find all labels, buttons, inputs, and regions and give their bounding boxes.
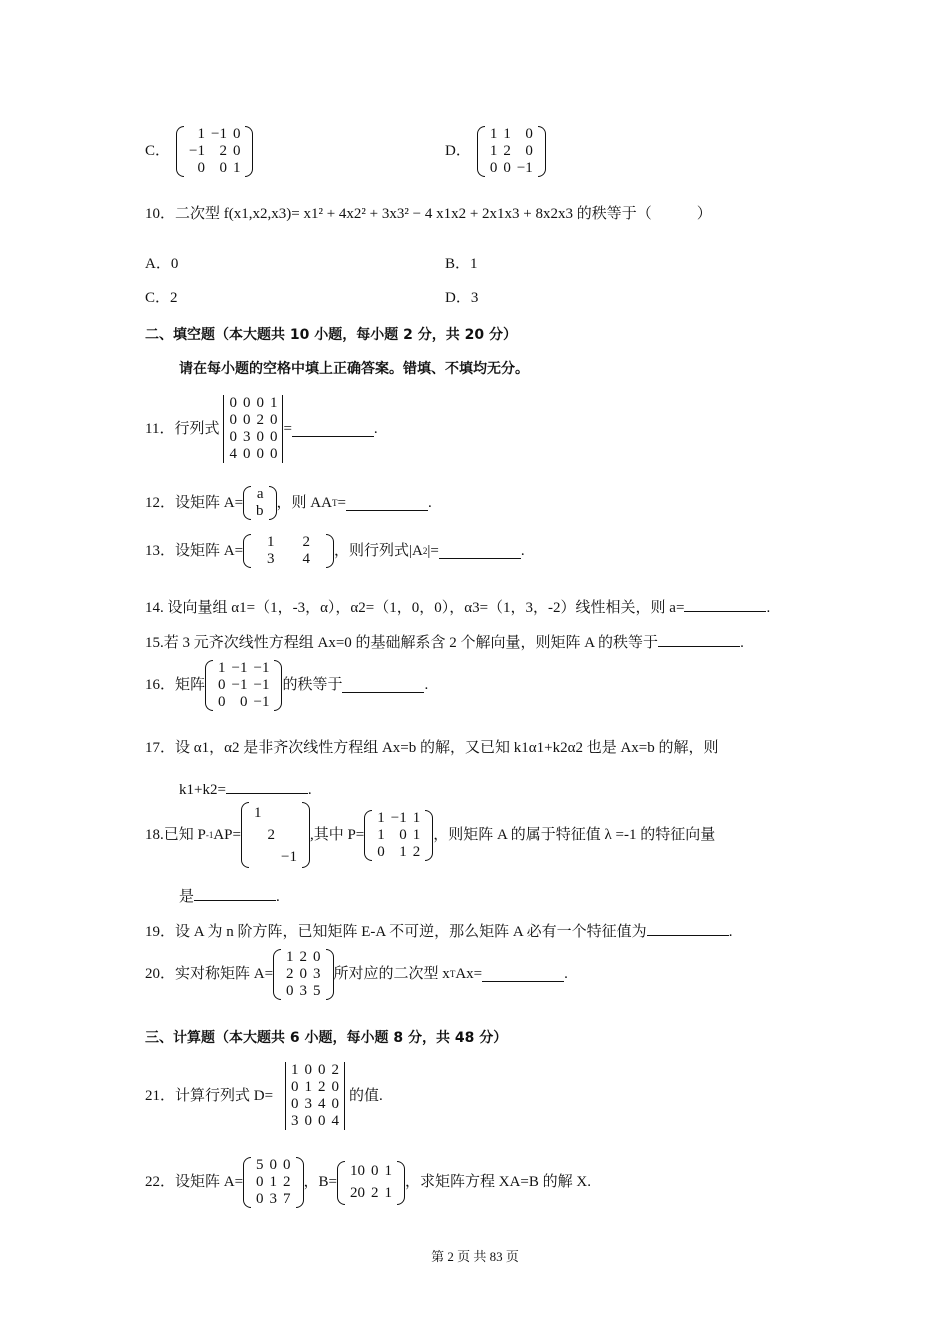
q20-end: . (564, 966, 568, 982)
matrix-cell: 0 (291, 1079, 299, 1095)
q12-middle: ，则 AA (276, 494, 332, 511)
matrix-cell (251, 846, 265, 868)
matrix-cell: 0 (371, 1163, 379, 1179)
matrix-cell: 2 (267, 826, 275, 843)
matrix-row (253, 503, 267, 520)
matrix-cell: 0 (283, 1157, 291, 1173)
matrix-cell: 0 (291, 1096, 299, 1112)
matrix-cell: 0 (299, 966, 308, 982)
matrix-row (374, 810, 423, 827)
q16-answer-blank[interactable] (342, 678, 424, 693)
section2-title: 二、填空题（本大题共 10 小题，每小题 2 分，共 20 分） (145, 327, 517, 343)
matrix-cell: 2 (299, 949, 308, 965)
matrix-cell: 1 (253, 804, 262, 821)
matrix-cell: 2 (256, 412, 264, 428)
matrix-cell: 1 (197, 126, 205, 142)
q9-option-c-matrix (176, 126, 253, 177)
q9-option-d-matrix (477, 126, 546, 177)
matrix-row (251, 846, 300, 868)
q17-answer-blank[interactable] (226, 779, 308, 794)
q13-end: . (520, 542, 525, 559)
q10-suffix: 的秩等于（ ） (576, 206, 712, 222)
matrix-cell: 0 (313, 949, 321, 965)
matrix-cell: 0 (331, 1096, 340, 1112)
matrix-row (374, 827, 423, 844)
q21-determinant (285, 1062, 345, 1130)
matrix-cell: −1 (280, 848, 297, 865)
q22-prefix: 22．设矩阵 A= (145, 1174, 244, 1190)
matrix-cell: 0 (242, 446, 251, 462)
matrix-row (288, 1113, 342, 1130)
q13-prefix: 13．设矩阵 A= (145, 542, 244, 559)
matrix-right-bracket (274, 660, 282, 711)
q14-end: . (766, 600, 771, 616)
matrix-cell: 5 (256, 1157, 264, 1173)
matrix-right-bracket (269, 486, 277, 520)
matrix-cell: 20 (350, 1185, 366, 1201)
matrix-cell: 0 (318, 1113, 326, 1129)
q16-matrix (205, 660, 282, 711)
matrix-row (283, 983, 324, 1000)
q9-option-d (445, 126, 546, 177)
matrix-cell: 0 (318, 1062, 326, 1078)
matrix-cell: 0 (229, 412, 237, 428)
q20-matrix (273, 949, 334, 1000)
matrix-cell: 3 (269, 1191, 278, 1207)
q18-diagonal-matrix (241, 802, 310, 868)
q10-option-b: B．1 (445, 256, 478, 272)
matrix-cell: 0 (197, 160, 205, 176)
matrix-cell: 4 (318, 1096, 326, 1112)
matrix-cell: 1 (304, 1079, 313, 1095)
q18-question (145, 802, 715, 868)
matrix-row (374, 844, 423, 861)
matrix-cell: 3 (304, 1096, 313, 1112)
matrix-cell: 10 (350, 1163, 366, 1179)
matrix-cell: 0 (218, 677, 226, 693)
matrix-row (186, 126, 243, 143)
q18-inverse: -1 (205, 829, 214, 840)
matrix-row (215, 694, 272, 711)
matrix-grid (253, 534, 324, 568)
matrix-row (251, 802, 300, 824)
matrix-cell: 0 (377, 843, 385, 860)
matrix-row (283, 966, 324, 983)
matrix-cell: 5 (313, 983, 321, 999)
matrix-cell: 3 (242, 429, 251, 445)
q10-question (145, 207, 712, 222)
q15-question (145, 632, 744, 651)
matrix-left-bracket (243, 486, 251, 520)
matrix-row (487, 143, 536, 160)
q11-prefix: 11．行列式 (145, 420, 220, 437)
q10-formula: f(x1,x2,x3)= x1² + 4x2² + 3x3² − 4 x1x2 + 2x1x3 + 8x2x3 (223, 206, 573, 222)
matrix-grid (253, 486, 267, 520)
matrix-row (487, 126, 536, 143)
q10-option-d: D．3 (445, 290, 479, 306)
matrix-cell: 0 (256, 1174, 264, 1190)
matrix-left-bracket (273, 949, 281, 1000)
matrix-cell (251, 824, 265, 846)
matrix-cell (264, 846, 278, 868)
q22-suffix: ，求矩阵方程 XA=B 的解 X. (405, 1174, 591, 1190)
matrix-left-bracket (337, 1161, 345, 1205)
matrix-cell: 0 (269, 446, 278, 462)
matrix-cell: 2 (283, 1174, 291, 1190)
matrix-grid (374, 810, 423, 861)
q13-matrix (243, 534, 334, 568)
matrix-row (215, 677, 272, 694)
q14-question (145, 597, 770, 616)
matrix-cell: 3 (291, 1113, 299, 1129)
matrix-cell: 2 (302, 534, 311, 550)
q18-answer-blank[interactable] (194, 886, 276, 901)
matrix-cell: 1 (489, 126, 498, 142)
matrix-row (253, 1157, 294, 1174)
page-number-footer: 第 2 页 共 83 页 (431, 1249, 519, 1264)
matrix-grid (253, 1157, 294, 1208)
q18-ap: AP= (213, 826, 241, 843)
matrix-cell: 4 (331, 1113, 340, 1129)
q12-question (145, 486, 432, 520)
q16-question (145, 660, 428, 711)
matrix-cell: 0 (242, 412, 251, 428)
matrix-cell: 0 (229, 429, 237, 445)
matrix-cell: 1 (218, 660, 226, 676)
matrix-cell: 4 (302, 551, 311, 567)
matrix-row (347, 1161, 395, 1183)
matrix-cell: −1 (231, 677, 248, 693)
q22-question (145, 1157, 591, 1208)
q9-option-c-label: C． (145, 143, 171, 159)
matrix-cell: 2 (219, 143, 227, 159)
matrix-cell: 1 (399, 843, 407, 860)
q10-option-a: A．0 (145, 256, 179, 272)
matrix-right-bracket (326, 949, 334, 1000)
matrix-cell: 0 (256, 395, 264, 411)
q12-prefix: 12．设矩阵 A= (145, 494, 244, 511)
q13-power: 2 (422, 545, 428, 556)
q17-sum: k1+k2= (179, 782, 226, 798)
q13-middle: ，则行列式|A (334, 542, 423, 559)
matrix-row (253, 1174, 294, 1191)
q19-question (145, 921, 732, 940)
matrix-right-bracket (296, 1157, 304, 1208)
matrix-row (226, 412, 280, 429)
matrix-cell: −1 (253, 660, 270, 676)
q10-option-c: C．2 (145, 290, 178, 306)
q12-matrix (243, 486, 277, 520)
matrix-left-bracket (364, 810, 372, 861)
matrix-row (226, 395, 280, 412)
matrix-cell: 2 (503, 143, 511, 159)
q17-line2 (179, 779, 312, 798)
matrix-cell: 0 (232, 126, 241, 142)
matrix-cell: 0 (219, 160, 227, 176)
matrix-left-bracket (176, 126, 184, 177)
q14-text: 14. 设向量组 α1=（1，-3，α），α2=（1，0，0），α3=（1，3，-2）线性相关，则 a= (145, 600, 685, 616)
matrix-cell: 0 (229, 395, 237, 411)
matrix-cell: 0 (525, 126, 533, 142)
matrix-cell: 1 (232, 160, 241, 176)
matrix-cell: 0 (304, 1113, 313, 1129)
matrix-cell: 0 (269, 412, 278, 428)
matrix-cell: 0 (489, 160, 498, 176)
q21-suffix: 的值. (349, 1087, 383, 1104)
q19-end: . (728, 924, 733, 940)
q20-transpose: T (449, 969, 456, 979)
matrix-right-bracket (344, 1062, 345, 1130)
matrix-cell: 0 (269, 429, 278, 445)
matrix-grid (288, 1062, 342, 1130)
q13-equals: |= (427, 542, 439, 559)
matrix-cell: −1 (253, 677, 270, 693)
q20-prefix: 20．实对称矩阵 A= (145, 966, 274, 982)
q12-equals: = (337, 494, 346, 511)
matrix-row (253, 486, 267, 503)
matrix-grid (186, 126, 243, 177)
matrix-cell: 4 (229, 446, 237, 462)
matrix-cell: 3 (299, 983, 308, 999)
matrix-cell: 0 (503, 160, 511, 176)
matrix-cell (278, 802, 300, 824)
q14-answer-blank[interactable] (684, 597, 766, 612)
matrix-cell: a (256, 486, 264, 502)
matrix-cell: 2 (286, 966, 294, 982)
matrix-right-bracket (538, 126, 546, 177)
matrix-cell: 0 (242, 395, 251, 411)
matrix-cell: 2 (371, 1185, 379, 1201)
q13-question (145, 534, 525, 568)
matrix-cell: −1 (210, 126, 227, 142)
matrix-grid (487, 126, 536, 177)
q11-determinant (223, 395, 283, 463)
matrix-row (226, 429, 280, 446)
q22-matrix-b (337, 1161, 405, 1205)
matrix-cell: 0 (256, 1191, 264, 1207)
matrix-right-bracket (425, 810, 433, 861)
q21-prefix: 21．计算行列式 D= (145, 1087, 274, 1104)
q22-matrix-a (243, 1157, 304, 1208)
matrix-cell: b (256, 503, 264, 519)
q18-prefix: 18.已知 P (145, 826, 206, 843)
matrix-cell: 3 (267, 551, 275, 567)
matrix-cell: 1 (384, 1163, 393, 1179)
q18-line2 (179, 886, 280, 905)
matrix-cell: 1 (384, 1185, 393, 1201)
matrix-row (226, 446, 280, 463)
matrix-cell: 1 (269, 395, 278, 411)
matrix-left-bracket (243, 534, 251, 568)
matrix-row (288, 1062, 342, 1079)
q11-answer-blank[interactable] (292, 422, 374, 437)
matrix-cell: 2 (318, 1079, 326, 1095)
matrix-cell: 0 (331, 1079, 340, 1095)
matrix-cell: 3 (313, 966, 321, 982)
q18-p-matrix (364, 810, 433, 861)
q12-end: . (427, 494, 432, 511)
q19-text: 19．设 A 为 n 阶方阵，已知矩阵 E-A 不可逆，那么矩阵 A 必有一个特征值为 (145, 924, 647, 940)
q22-middle: ，B= (303, 1174, 338, 1190)
matrix-grid (226, 395, 280, 463)
q18-suffix: ，则矩阵 A 的属于特征值 λ =-1 的特征向量 (433, 826, 716, 843)
q15-answer-blank[interactable] (658, 632, 740, 647)
matrix-cell: 1 (412, 809, 421, 826)
matrix-right-bracket (245, 126, 253, 177)
q11-question (145, 395, 378, 463)
matrix-cell: 7 (283, 1191, 291, 1207)
q18-is: 是 (179, 889, 195, 905)
matrix-right-bracket (397, 1161, 405, 1205)
matrix-left-bracket (223, 395, 224, 463)
matrix-cell: 1 (489, 143, 498, 159)
matrix-cell: 0 (525, 143, 533, 159)
q10-prefix: 10．二次型 (145, 206, 224, 222)
q9-option-c (145, 126, 253, 177)
q15-end: . (740, 635, 744, 651)
matrix-cell: −1 (231, 660, 248, 676)
matrix-cell: 0 (304, 1062, 313, 1078)
matrix-row (253, 534, 324, 551)
matrix-row (347, 1183, 395, 1205)
section2-instruction: 请在每小题的空格中填上正确答案。错填、不填均无分。 (179, 361, 529, 377)
q21-question (145, 1062, 383, 1130)
q17-end: . (307, 782, 312, 798)
q20-answer-blank[interactable] (482, 967, 564, 982)
matrix-grid (215, 660, 272, 711)
matrix-row (288, 1096, 342, 1113)
matrix-grid (283, 949, 324, 1000)
matrix-cell: 2 (412, 843, 421, 860)
matrix-left-bracket (241, 802, 249, 868)
matrix-cell: −1 (189, 143, 205, 159)
q9-option-d-label: D． (445, 143, 471, 159)
matrix-cell (278, 824, 300, 846)
matrix-cell: 1 (291, 1062, 299, 1078)
matrix-left-bracket (205, 660, 213, 711)
matrix-grid (347, 1161, 395, 1205)
matrix-cell: 0 (286, 983, 294, 999)
q17-line1: 17．设 α1，α2 是非齐次线性方程组 Ax=b 的解，又已知 k1α1+k2α2 也是 Ax=b 的解，则 (145, 740, 719, 756)
section3-title: 三、计算题（本大题共 6 小题，每小题 8 分，共 48 分） (145, 1030, 508, 1046)
matrix-cell: 0 (218, 694, 226, 710)
matrix-cell: 1 (377, 826, 385, 843)
matrix-row (253, 1191, 294, 1208)
q12-answer-blank[interactable] (346, 496, 428, 511)
matrix-cell: 1 (286, 949, 294, 965)
matrix-cell: 0 (256, 429, 264, 445)
matrix-cell: 1 (377, 809, 385, 826)
matrix-cell: 0 (399, 826, 407, 843)
matrix-row (251, 824, 300, 846)
matrix-left-bracket (243, 1157, 251, 1208)
q20-ax: Ax= (455, 966, 483, 982)
matrix-row (215, 660, 272, 677)
matrix-cell: −1 (390, 809, 407, 826)
q20-suffix: 所对应的二次型 x (333, 966, 450, 982)
q13-answer-blank[interactable] (439, 544, 521, 559)
matrix-row (487, 160, 536, 177)
q16-suffix: 的秩等于 (282, 677, 343, 693)
matrix-row (186, 160, 243, 177)
q20-question (145, 949, 568, 1000)
matrix-cell: 1 (503, 126, 511, 142)
q12-transpose: T (331, 497, 338, 508)
q19-answer-blank[interactable] (647, 921, 729, 936)
matrix-right-bracket (302, 802, 310, 868)
matrix-row (288, 1079, 342, 1096)
matrix-cell: 0 (239, 694, 248, 710)
q16-end: . (424, 677, 429, 693)
matrix-cell: −1 (253, 694, 270, 710)
matrix-row (253, 551, 324, 568)
matrix-left-bracket (285, 1062, 286, 1130)
matrix-cell: 1 (267, 534, 275, 550)
matrix-cell: 0 (232, 143, 241, 159)
matrix-cell: 0 (269, 1157, 278, 1173)
matrix-row (283, 949, 324, 966)
q15-text: 15.若 3 元齐次线性方程组 Ax=0 的基础解系含 2 个解向量，则矩阵 A 的秩等于 (145, 635, 659, 651)
q11-end: . (373, 420, 378, 437)
q18-middle: ,其中 P= (309, 826, 365, 843)
q11-equals: = (283, 420, 292, 437)
matrix-left-bracket (477, 126, 485, 177)
matrix-cell: 1 (412, 826, 421, 843)
matrix-cell: 0 (256, 446, 264, 462)
matrix-cell: −1 (516, 160, 533, 176)
q18-end: . (276, 889, 280, 905)
matrix-row (186, 143, 243, 160)
matrix-cell: 2 (331, 1062, 340, 1078)
matrix-grid (251, 802, 300, 868)
q16-prefix: 16．矩阵 (145, 677, 206, 693)
matrix-right-bracket (326, 534, 334, 568)
matrix-cell (264, 802, 278, 824)
matrix-cell: 1 (269, 1174, 278, 1190)
